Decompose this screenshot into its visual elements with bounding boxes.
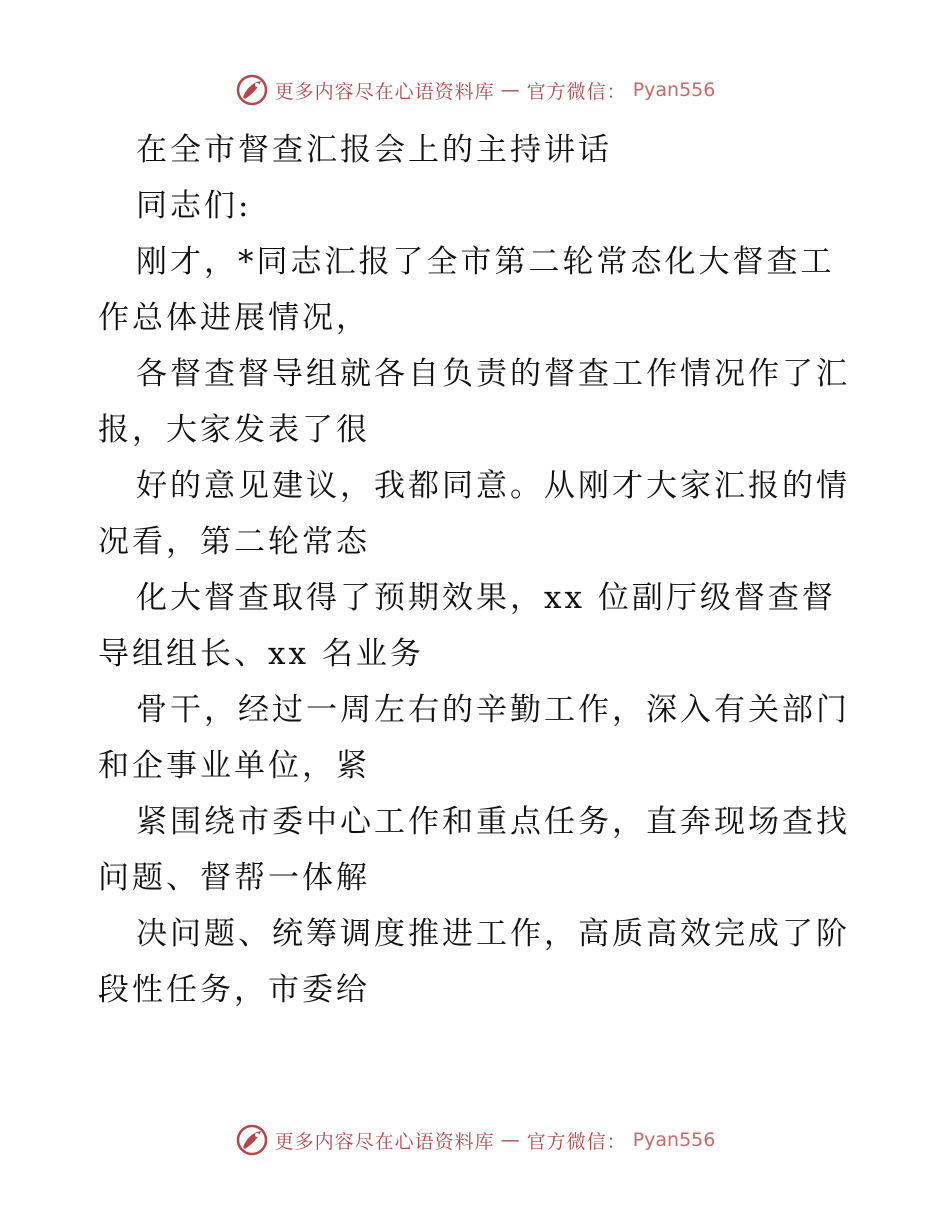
paragraph-line: 导组组长、xx 名业务 bbox=[98, 636, 424, 672]
watermark-site-text: 更多内容尽在心语资料库 bbox=[274, 80, 495, 103]
document-body bbox=[98, 122, 858, 1018]
watermark-wechat-label: 官方微信： bbox=[526, 1130, 627, 1153]
paragraph-line: 骨干，经过一周左右的辛勤工作，深入有关部门 bbox=[136, 692, 850, 728]
watermark-wechat-id: Pyan556 bbox=[632, 79, 716, 101]
paragraph-line: 各督查督导组就各自负责的督查工作情况作了汇 bbox=[136, 356, 850, 392]
watermark-banner-top bbox=[0, 70, 950, 110]
paragraph-line: 刚才，*同志汇报了全市第二轮常态化大督查工 bbox=[136, 244, 835, 280]
paragraph-line: 紧围绕市委中心工作和重点任务，直奔现场查找 bbox=[136, 804, 850, 840]
paragraph-line: 报，大家发表了很 bbox=[98, 412, 370, 448]
watermark-wechat-id: Pyan556 bbox=[632, 1129, 716, 1151]
watermark-separator: — bbox=[500, 79, 521, 101]
paragraph-line: 问题、督帮一体解 bbox=[98, 860, 370, 896]
paragraph-line: 好的意见建议，我都同意。从刚才大家汇报的情 bbox=[136, 468, 850, 504]
paragraph-line: 和企事业单位，紧 bbox=[98, 748, 370, 784]
pen-logo-icon bbox=[235, 73, 269, 107]
paragraph-line: 段性任务，市委给 bbox=[98, 972, 370, 1008]
paragraph-line: 作总体进展情况， bbox=[98, 300, 370, 336]
watermark-banner-bottom bbox=[0, 1120, 950, 1160]
paragraph-line: 化大督查取得了预期效果，xx 位副厅级督查督 bbox=[136, 580, 836, 616]
pen-logo-icon bbox=[235, 1123, 269, 1157]
paragraph-line: 况看，第二轮常态 bbox=[98, 524, 370, 560]
paragraph-line: 决问题、统筹调度推进工作，高质高效完成了阶 bbox=[136, 916, 850, 952]
watermark-site-text: 更多内容尽在心语资料库 bbox=[274, 1130, 495, 1153]
watermark-wechat-label: 官方微信： bbox=[526, 80, 627, 103]
watermark-separator: — bbox=[500, 1129, 521, 1151]
document-title: 在全市督查汇报会上的主持讲话 bbox=[136, 132, 612, 168]
salutation: 同志们: bbox=[136, 188, 252, 224]
